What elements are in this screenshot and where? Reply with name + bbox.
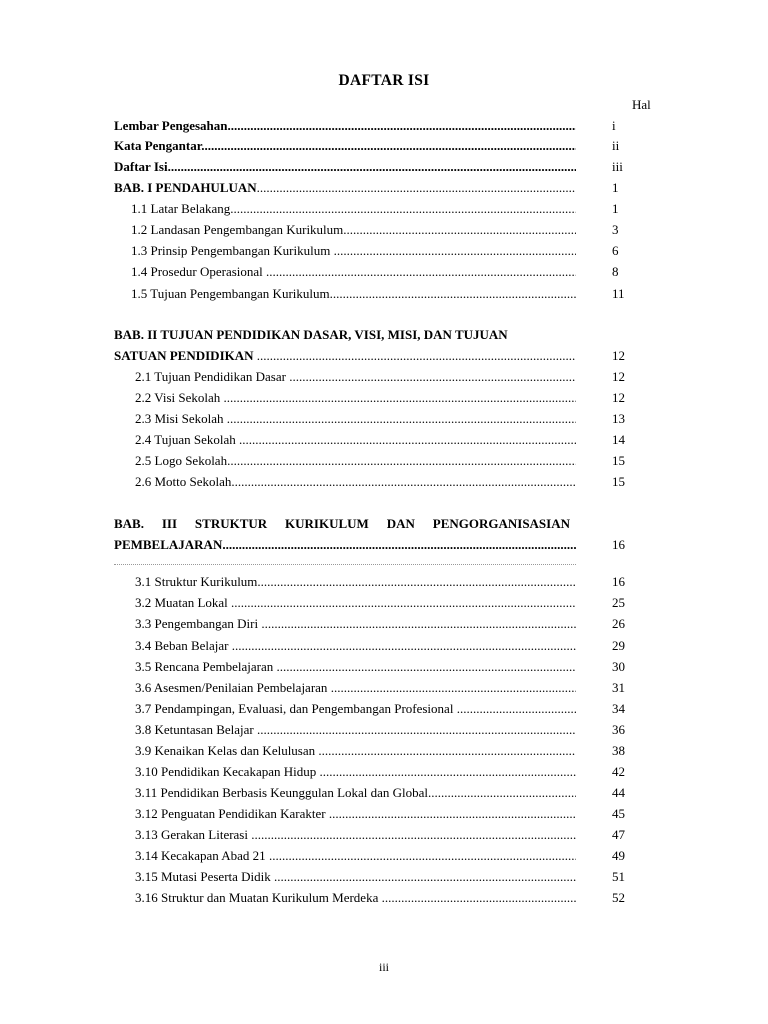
toc-entry-page: 1 xyxy=(612,180,619,195)
toc-subentry xyxy=(114,846,654,866)
toc-entry-page: 11 xyxy=(612,286,625,301)
toc-entry-text: 3.9 Kenaikan Kelas dan Kelulusan xyxy=(135,743,319,758)
toc-entry-text: 3.6 Asesmen/Penilaian Pembelajaran xyxy=(135,680,331,695)
toc-entry-text: 3.10 Pendidikan Kecakapan Hidup xyxy=(135,764,320,779)
toc-entry-text: 3.16 Struktur dan Muatan Kurikulum Merdeka xyxy=(135,890,382,905)
toc-subentry xyxy=(114,367,654,387)
toc-entry-text: 3.13 Gerakan Literasi xyxy=(135,827,252,842)
toc-entry-text: 3.3 Pengembangan Diri xyxy=(135,616,262,631)
toc-chapter xyxy=(114,178,654,198)
toc-entry-text: SATUAN PENDIDIKAN xyxy=(114,348,257,363)
toc-entry-text: 1.2 Landasan Pengembangan Kurikulum xyxy=(131,222,344,237)
toc-entry-page: 26 xyxy=(612,616,625,631)
toc-entry-page: 42 xyxy=(612,764,625,779)
toc-entry-text: 1.4 Prosedur Operasional xyxy=(131,264,267,279)
toc-entry-page: iii xyxy=(612,159,623,174)
toc-entry-page: 47 xyxy=(612,827,625,842)
toc-subentry xyxy=(114,472,654,492)
toc-entry-text: 3.15 Mutasi Peserta Didik xyxy=(135,869,275,884)
toc-entry-page: 1 xyxy=(612,201,619,216)
toc-entry-text: 3.2 Muatan Lokal xyxy=(135,595,232,610)
toc-subentry xyxy=(114,593,654,613)
toc-subentry xyxy=(114,284,654,304)
toc-entry-text: 1.5 Tujuan Pengembangan Kurikulum xyxy=(131,286,330,301)
toc-entry-text: 2.1 Tujuan Pendidikan Dasar xyxy=(135,369,290,384)
toc-subentry xyxy=(114,762,654,782)
toc-entry-text: PEMBELAJARAN xyxy=(114,537,223,552)
toc-subentry xyxy=(114,825,654,845)
toc-entry xyxy=(114,116,654,136)
page-column-label: Hal xyxy=(632,97,651,112)
toc-entry-page: 15 xyxy=(612,453,625,468)
toc-entry-text: BAB. I PENDAHULUAN xyxy=(114,180,257,195)
toc-subentry xyxy=(114,657,654,677)
toc-entry-page: 52 xyxy=(612,890,625,905)
toc-entry-text: 3.7 Pendampingan, Evaluasi, dan Pengembangan Profesional xyxy=(135,701,457,716)
toc-subentry xyxy=(114,614,654,634)
toc-subentry xyxy=(114,720,654,740)
toc-subentry xyxy=(114,199,654,219)
toc-entry-page: 29 xyxy=(612,638,625,653)
toc-entry-text: Lembar Pengesahan xyxy=(114,118,228,133)
toc-entry-page: 16 xyxy=(612,574,625,589)
toc-subentry xyxy=(114,262,654,282)
toc-entry-text: 2.6 Motto Sekolah xyxy=(135,474,232,489)
toc-entry-page: 6 xyxy=(612,243,619,258)
toc-entry-text: 2.4 Tujuan Sekolah xyxy=(135,432,240,447)
toc-subentry xyxy=(114,783,654,803)
toc-entry-text: 3.4 Beban Belajar xyxy=(135,638,232,653)
toc-entry-page: 14 xyxy=(612,432,625,447)
toc-entry xyxy=(114,136,654,156)
toc-chapter xyxy=(114,346,654,366)
toc-subentry xyxy=(114,451,654,471)
toc-entry-text: 3.1 Struktur Kurikulum xyxy=(135,574,258,589)
toc-subentry xyxy=(114,888,654,908)
toc-entry-text: 3.5 Rencana Pembelajaran xyxy=(135,659,277,674)
toc-subentry xyxy=(114,388,654,408)
toc-subentry xyxy=(114,220,654,240)
toc-entry-page: 13 xyxy=(612,411,625,426)
toc-subentry xyxy=(114,430,654,450)
toc-subentry xyxy=(114,867,654,887)
toc-entry-text: 3.11 Pendidikan Berbasis Keunggulan Lokal dan Global xyxy=(135,785,429,800)
toc-entry-page: 15 xyxy=(612,474,625,489)
toc-subentry xyxy=(114,241,654,261)
toc-chapter-heading: BAB. III STRUKTUR KURIKULUM DAN PENGORGANISASIAN xyxy=(114,516,570,531)
toc-chapter-heading: BAB. II TUJUAN PENDIDIKAN DASAR, VISI, MISI, DAN TUJUAN xyxy=(114,327,508,342)
toc-entry xyxy=(114,157,654,177)
toc-subentry xyxy=(114,572,654,592)
toc-entry-page: 36 xyxy=(612,722,625,737)
toc-subentry xyxy=(114,804,654,824)
toc-entry-page: 12 xyxy=(612,348,625,363)
toc-entry-page: 31 xyxy=(612,680,625,695)
dotted-divider xyxy=(114,564,576,565)
toc-entry-page: 34 xyxy=(612,701,625,716)
toc-entry-page: 12 xyxy=(612,369,625,384)
toc-subentry xyxy=(114,699,654,719)
toc-entry-text: 3.12 Penguatan Pendidikan Karakter xyxy=(135,806,329,821)
toc-subentry xyxy=(114,741,654,761)
toc-entry-text: 1.3 Prinsip Pengembangan Kurikulum xyxy=(131,243,334,258)
toc-entry-page: 30 xyxy=(612,659,625,674)
toc-entry-page: 45 xyxy=(612,806,625,821)
toc-entry-page: 25 xyxy=(612,595,625,610)
document-title: DAFTAR ISI xyxy=(338,72,430,89)
toc-entry-text: 3.14 Kecakapan Abad 21 xyxy=(135,848,269,863)
toc-entry-page: 12 xyxy=(612,390,625,405)
toc-entry-text: 2.5 Logo Sekolah xyxy=(135,453,228,468)
page-number-footer: iii xyxy=(378,960,389,974)
toc-entry-text: 2.2 Visi Sekolah xyxy=(135,390,224,405)
toc-entry-page: 44 xyxy=(612,785,625,800)
toc-entry-page: 8 xyxy=(612,264,619,279)
toc-subentry xyxy=(114,409,654,429)
toc-entry-text: Kata Pengantar xyxy=(114,138,202,153)
toc-chapter xyxy=(114,535,654,555)
toc-entry-text: 2.3 Misi Sekolah xyxy=(135,411,227,426)
toc-entry-text: 1.1 Latar Belakang xyxy=(131,201,231,216)
toc-entry-page: 51 xyxy=(612,869,625,884)
toc-subentry xyxy=(114,636,654,656)
toc-entry-page: i xyxy=(612,118,616,133)
toc-entry-page: 49 xyxy=(612,848,625,863)
toc-entry-text: Daftar Isi xyxy=(114,159,168,174)
toc-entry-page: 16 xyxy=(612,537,625,552)
toc-subentry xyxy=(114,678,654,698)
toc-entry-page: ii xyxy=(612,138,620,153)
toc-entry-page: 3 xyxy=(612,222,619,237)
toc-entry-text: 3.8 Ketuntasan Belajar xyxy=(135,722,258,737)
toc-entry-page: 38 xyxy=(612,743,625,758)
